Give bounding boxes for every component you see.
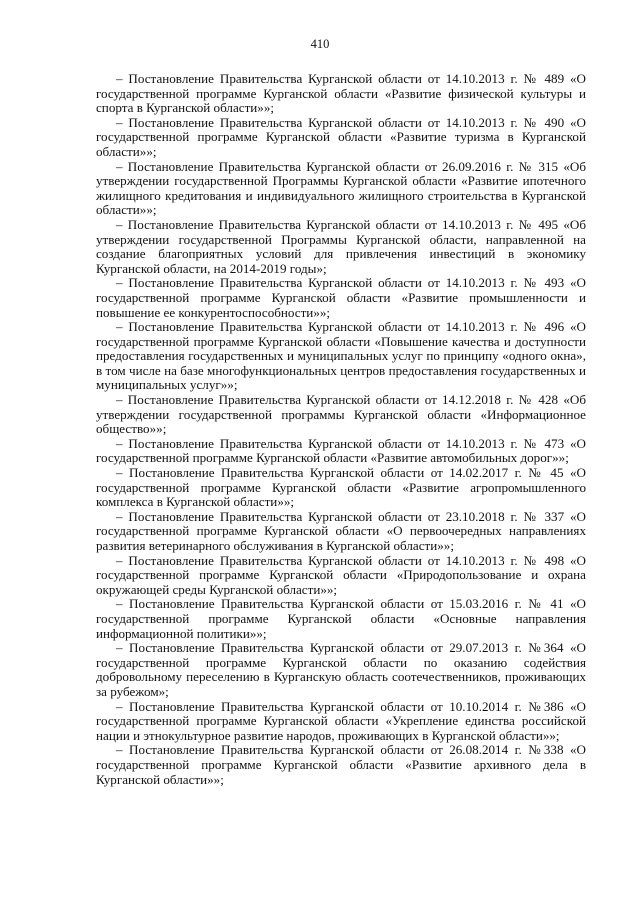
list-item: – Постановление Правительства Курганской области от 14.10.2013 г. № 473 «О государственной программе Курганской области «Развитие автомобильных дорог»»; [96,435,586,466]
resolution-list [96,72,586,787]
list-item: – Постановление Правительства Курганской области от 23.10.2018 г. № 337 «О государственной программе Курганской области «О первоочередных направлениях развития ветеринарного обслуживания в Курганской области»»; [96,508,586,553]
list-item: – Постановление Правительства Курганской области от 14.02.2017 г. № 45 «О государственной программе Курганской области «Развитие агропромышленного комплекса в Курганской области»»; [96,465,586,510]
page-number: 410 [310,37,330,51]
list-item: – Постановление Правительства Курганской области от 14.10.2013 г. № 489 «О государственной программе Курганской области «Развитие физической культуры и спорта в Курганской области»»; [96,71,586,116]
list-item: – Постановление Правительства Курганской области от 29.07.2013 г. №364 «О государственной программе Курганской области по оказанию содействия добровольному переселению в Курганскую область соотечественников, проживающих за рубежом»; [96,640,586,699]
list-item: – Постановление Правительства Курганской области от 15.03.2016 г. № 41 «О государственной программе Курганской области «Основные направления информационной политики»»; [96,596,586,641]
list-item: – Постановление Правительства Курганской области от 26.08.2014 г. №338 «О государственной программе Курганской области «Развитие архивного дела в Курганской области»»; [96,742,586,787]
list-item: – Постановление Правительства Курганской области от 14.10.2013 г. № 493 «О государственной программе Курганской области «Развитие промышленности и повышение ее конкурентоспособности»»; [96,275,586,320]
list-item: – Постановление Правительства Курганской области от 14.12.2018 г. № 428 «Об утверждении государственной программы Курганской области «Информационное общество»»; [96,392,586,437]
list-item: – Постановление Правительства Курганской области от 10.10.2014 г. №386 «О государственной программе Курганской области «Укрепление единства российской нации и этнокультурное развитие народов, проживающих в Курганской области»»; [96,698,586,743]
list-item: – Постановление Правительства Курганской области от 26.09.2016 г. № 315 «Об утверждении государственной Программы Курганской области «Развитие ипотечного жилищного кредитования и индивидуального жилищного строительства в Курганской области»»; [96,158,586,218]
list-item: – Постановление Правительства Курганской области от 14.10.2013 г. № 496 «О государственной программе Курганской области «Повышение качества и доступности предоставления государственных и муниципальных услуг по принципу «одного окна», в том числе на базе многофункциональных центров предоставления государственных и муниципальных услуг»»; [96,319,586,393]
list-item: – Постановление Правительства Курганской области от 14.10.2013 г. № 495 «Об утверждении государственной Программы Курганской области, направленной на создание благоприятных условий для привлечения инвестиций в экономику Курганской области, на 2014-2019 годы»; [96,216,586,276]
list-item: – Постановление Правительства Курганской области от 14.10.2013 г. № 498 «О государственной программе Курганской области «Природопользование и охрана окружающей среды Курганской области»»; [96,552,586,597]
list-item: – Постановление Правительства Курганской области от 14.10.2013 г. № 490 «О государственной программе Курганской области «Развитие туризма в Курганской области»»; [96,114,586,159]
